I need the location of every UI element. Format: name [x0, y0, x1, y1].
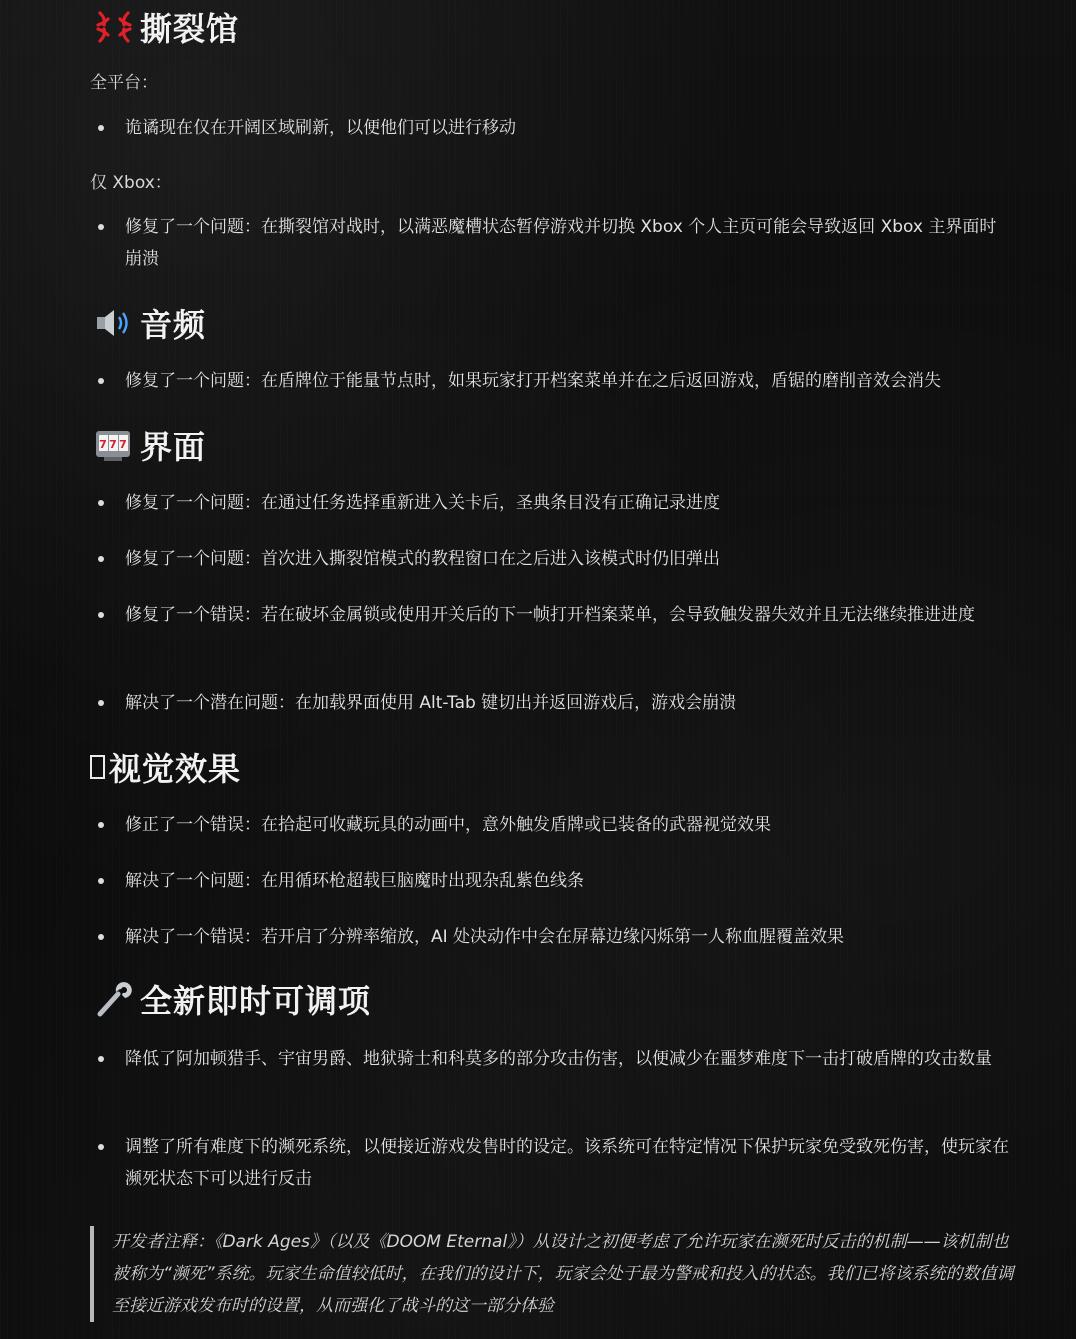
- slot-machine-icon: [94, 427, 134, 463]
- list-item: [98, 687, 1018, 719]
- list-item-text: 解决了一个潜在问题：在加载界面使用 Alt-Tab 键切出并返回游戏后，游戏会崩溃: [125, 693, 737, 713]
- list-item-text: 解决了一个错误：若开启了分辨率缩放，AI 处决动作中会在屏幕边缘闪烁第一人称血腥覆盖效果: [125, 927, 845, 947]
- bullet-dot: [98, 1144, 104, 1150]
- list-item: [98, 365, 1018, 397]
- list-item-text: 降低了阿加顿猎手、宇宙男爵、地狱骑士和科莫多的部分攻击伤害，以便减少在噩梦难度下一击打破盾牌的攻击数量: [125, 1049, 992, 1069]
- bullet-dot: [98, 378, 104, 384]
- list-item-text: 修复了一个问题：在撕裂馆对战时，以满恶魔槽状态暂停游戏并切换 Xbox 个人主页可能会导致返回 Xbox 主界面时崩溃: [125, 217, 997, 269]
- bullet-dot: [98, 934, 104, 940]
- section-title: 撕裂馆: [140, 10, 240, 48]
- anger-icon: [94, 9, 134, 45]
- list-item-text: 修复了一个错误：若在破坏金属锁或使用开关后的下一帧打开档案菜单，会导致触发器失效并且无法继续推进进度: [125, 605, 975, 625]
- section-title: 音频: [140, 306, 207, 344]
- bullet-dot: [98, 822, 104, 828]
- svg-text:7: 7: [119, 438, 128, 451]
- xbox-only-label: 仅 Xbox：: [90, 173, 172, 193]
- list-item: [98, 487, 1018, 519]
- list-item: [98, 865, 1018, 897]
- developer-note: [90, 1226, 1024, 1322]
- all-platforms-label: 全平台：: [90, 73, 158, 93]
- section-title: 界面: [140, 428, 207, 466]
- developer-note-text: 开发者注释：《Dark Ages》（以及《DOOM Eternal》）从设计之初便考虑了允许玩家在濒死时反击的机制——该机制也被称为“濒死”系统。玩家生命值较低时，在我们的设计下，玩家会处于最为警戒和投入的状态。我们已将该系统的数值调至接近游戏发布时的设置，从而强化了战斗的这一部分体验: [112, 1232, 1014, 1316]
- bullet-dot: [98, 500, 104, 506]
- section-heading-tuning: [94, 976, 371, 1022]
- list-item: [98, 211, 1018, 275]
- section-heading-vfx: [90, 744, 241, 790]
- svg-text:7: 7: [109, 438, 118, 451]
- svg-text:7: 7: [99, 438, 108, 451]
- section-heading-ui: [94, 422, 206, 468]
- list-item-text: 修复了一个问题：首次进入撕裂馆模式的教程窗口在之后进入该模式时仍旧弹出: [125, 549, 720, 569]
- list-item: [98, 1043, 1018, 1075]
- list-item-text: 解决了一个问题：在用循环枪超载巨脑魔时出现杂乱紫色线条: [125, 871, 584, 891]
- list-item-text: 修正了一个错误：在拾起可收藏玩具的动画中，意外触发盾牌或已装备的武器视觉效果: [125, 815, 771, 835]
- list-item: [98, 599, 1018, 631]
- section-heading-audio: [94, 300, 206, 346]
- bullet-dot: [98, 878, 104, 884]
- section-title: 全新即时可调项: [140, 982, 372, 1020]
- section-heading-horde: [94, 4, 239, 50]
- bullet-dot: [98, 556, 104, 562]
- list-item-text: 修复了一个问题：在盾牌位于能量节点时，如果玩家打开档案菜单并在之后返回游戏，盾锯的磨削音效会消失: [125, 371, 941, 391]
- bullet-dot: [98, 612, 104, 618]
- wrench-icon: [94, 981, 134, 1017]
- bullet-dot: [98, 1056, 104, 1062]
- list-item-text: 修复了一个问题：在通过任务选择重新进入关卡后，圣典条目没有正确记录进度: [125, 493, 720, 513]
- list-item: [98, 112, 1018, 144]
- list-item: [98, 921, 1018, 953]
- list-item: [98, 1131, 1018, 1195]
- missing-glyph-icon: [90, 755, 105, 779]
- bullet-dot: [98, 125, 104, 131]
- list-item-text: 调整了所有难度下的濒死系统，以便接近游戏发售时的设定。该系统可在特定情况下保护玩家免受致死伤害，使玩家在濒死状态下可以进行反击: [125, 1137, 1009, 1189]
- bullet-dot: [98, 224, 104, 230]
- list-item: [98, 543, 1018, 575]
- bullet-dot: [98, 700, 104, 706]
- list-item: [98, 809, 1018, 841]
- list-item-text: 诡谲现在仅在开阔区域刷新，以便他们可以进行移动: [125, 118, 516, 138]
- section-title: 视觉效果: [109, 750, 242, 788]
- speaker-icon: [94, 305, 134, 341]
